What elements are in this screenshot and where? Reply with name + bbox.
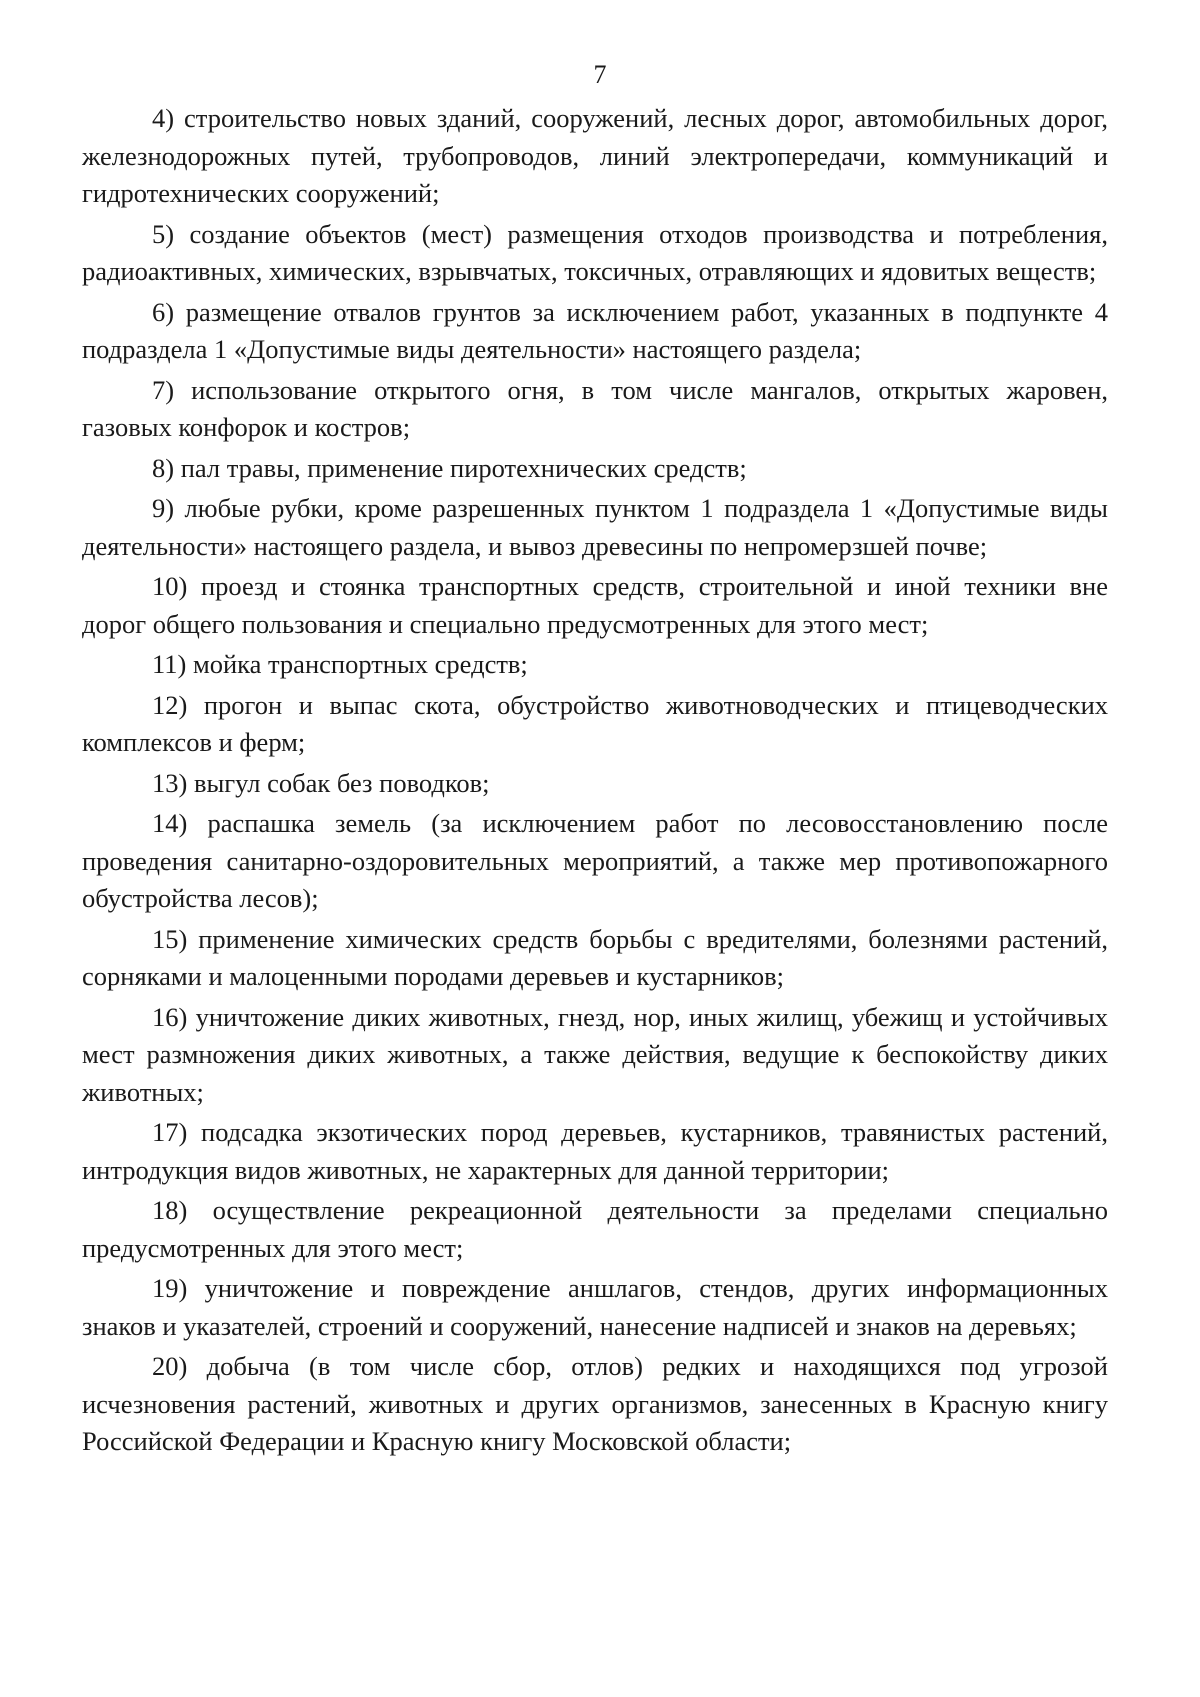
list-item-20: 20) добыча (в том числе сбор, отлов) редких и находящихся под угрозой исчезновения растений, животных и других организмов, занесенных в Красную книгу Российской Федерации и Красную книгу Московской области; — [82, 1351, 1108, 1456]
list-item-16: 16) уничтожение диких животных, гнезд, нор, иных жилищ, убежищ и устойчивых мест размножения диких животных, а также действия, ведущие к беспокойству диких животных; — [82, 1001, 1108, 1107]
list-item-18: 18) осуществление рекреационной деятельности за пределами специально предусмотренных для этого мест; — [82, 1195, 1108, 1263]
list-item-13: 13) выгул собак без поводков; — [152, 767, 490, 798]
list-item-10: 10) проезд и стоянка транспортных средств, строительной и иной техники вне дорог общего пользования и специально предусмотренных для этого мест; — [82, 571, 1108, 639]
list-item-11: 11) мойка транспортных средств; — [152, 649, 528, 679]
list-item-9: 9) любые рубки, кроме разрешенных пунктом 1 подраздела 1 «Допустимые виды деятельности» настоящего раздела, и вывоз древесины по непромерзшей почве; — [82, 493, 1108, 561]
list-item-8: 8) пал травы, применение пиротехнических средств; — [152, 452, 747, 483]
list-item-15: 15) применение химических средств борьбы с вредителями, болезнями растений, сорняками и малоценными породами деревьев и кустарников; — [82, 923, 1108, 991]
list-item-17: 17) подсадка экзотических пород деревьев, кустарников, травянистых растений, интродукция видов животных, не характерных для данной территории; — [82, 1117, 1108, 1185]
list-item-6: 6) размещение отвалов грунтов за исключением работ, указанных в подпункте 4 подраздела 1 «Допустимые виды деятельности» настоящего раздела; — [82, 296, 1108, 364]
list-item-19: 19) уничтожение и повреждение аншлагов, стендов, других информационных знаков и указателей, строений и сооружений, нанесение надписей и знаков на деревьях; — [82, 1273, 1108, 1341]
list-item-14: 14) распашка земель (за исключением работ по лесовосстановлению после проведения санитарно-оздоровительных мероприятий, а также мер противопожарного обустройства лесов); — [82, 808, 1108, 913]
list-item-7: 7) использование открытого огня, в том числе мангалов, открытых жаровен, газовых конфорок и костров; — [82, 374, 1108, 442]
document-body — [82, 100, 1108, 1464]
list-item-12: 12) прогон и выпас скота, обустройство животноводческих и птицеводческих комплексов и ферм; — [82, 689, 1108, 757]
page-number: 7 — [593, 60, 607, 89]
list-item-4: 4) строительство новых зданий, сооружений, лесных дорог, автомобильных дорог, железнодорожных путей, трубопроводов, линий электропередачи, коммуникаций и гидротехнических сооружений; — [82, 103, 1108, 208]
list-item-5: 5) создание объектов (мест) размещения отходов производства и потребления, радиоактивных, химических, взрывчатых, токсичных, отравляющих и ядовитых веществ; — [82, 218, 1108, 286]
